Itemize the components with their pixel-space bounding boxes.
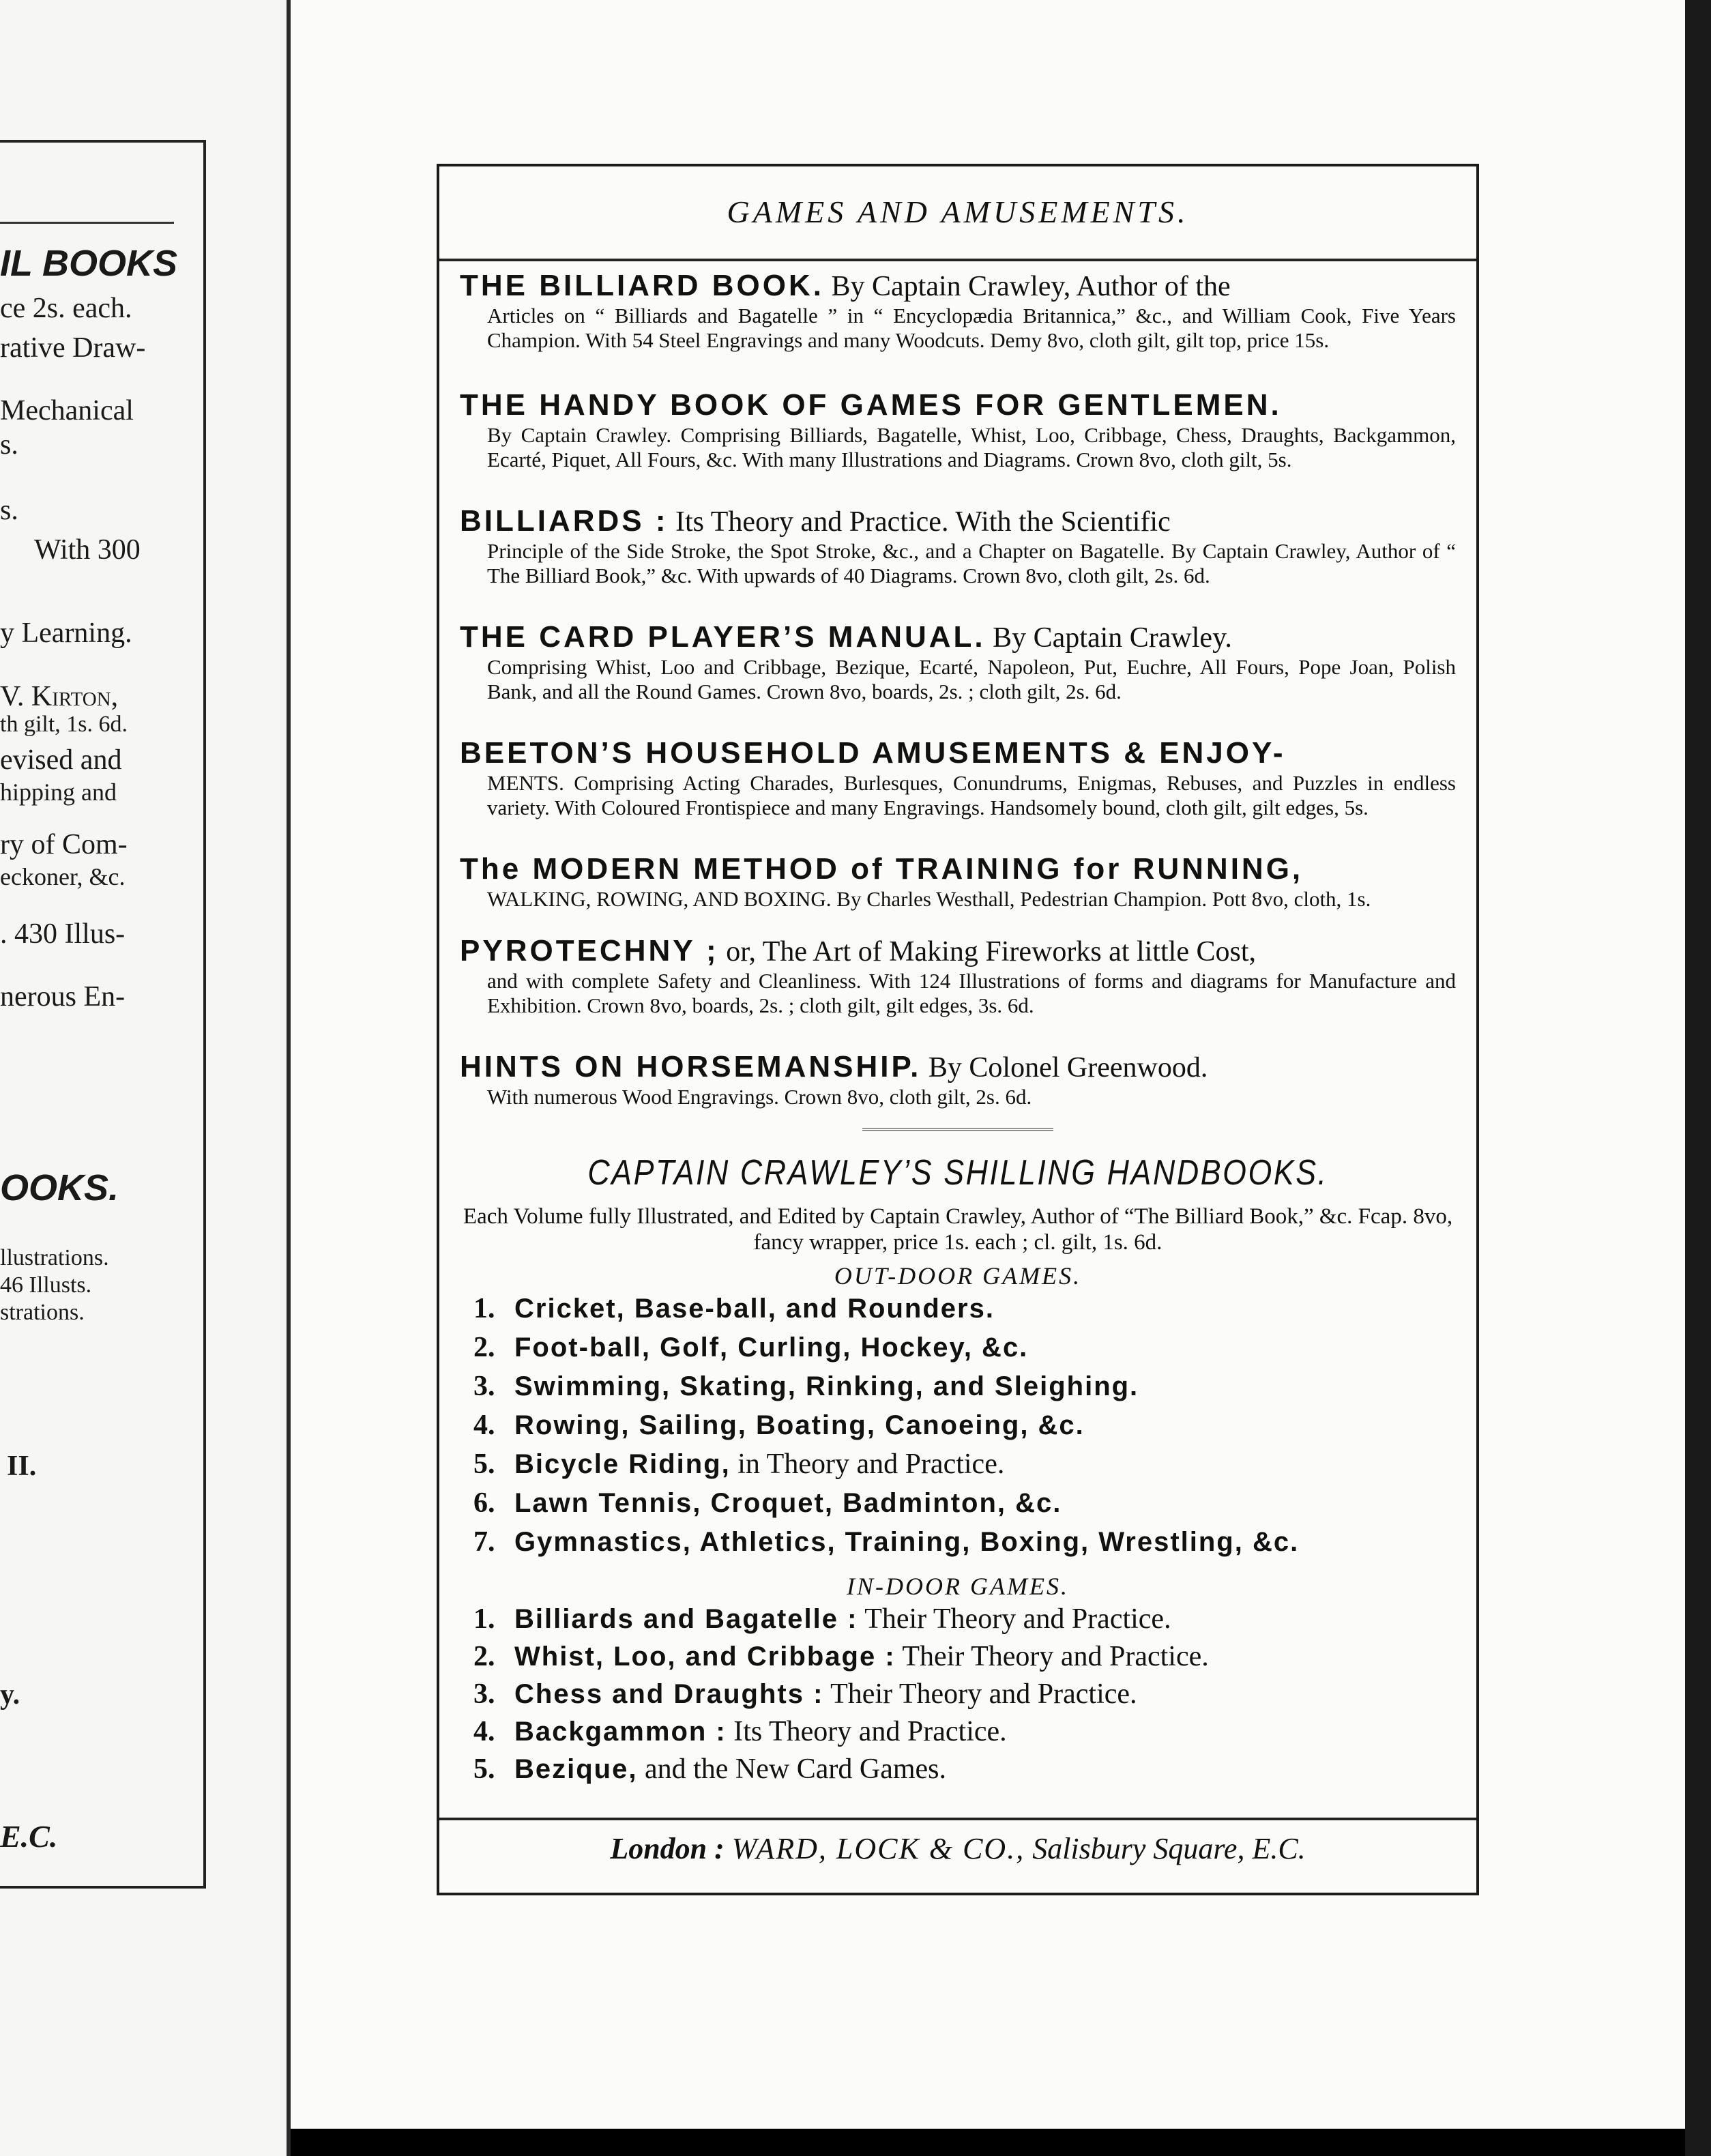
entry-title: BEETON’S HOUSEHOLD AMUSEMENTS & ENJOY- xyxy=(460,736,1286,770)
list-rest-text: and the New Card Games. xyxy=(637,1753,947,1785)
list-rest-text: Their Theory and Practice. xyxy=(895,1641,1209,1672)
list-bold-text: Chess and Draughts : xyxy=(514,1679,824,1709)
list-item xyxy=(473,1409,1085,1442)
entry-horsemanship xyxy=(460,1050,1456,1109)
left-text-line: Mechanical xyxy=(0,395,134,426)
left-text-line: y Learning. xyxy=(0,617,132,649)
outdoor-heading: OUT-DOOR GAMES. xyxy=(834,1262,1082,1290)
left-text-line: 46 Illusts. xyxy=(0,1272,92,1298)
list-number: 6. xyxy=(473,1487,495,1519)
left-text-line: With 300 xyxy=(34,534,141,566)
list-bold-text: Gymnastics, Athletics, Training, Boxing, Wrestling, &c. xyxy=(514,1527,1300,1557)
entry-title: The MODERN METHOD of TRAINING for RUNNING, xyxy=(460,852,1304,886)
list-bold-text: Cricket, Base-ball, and Rounders. xyxy=(514,1294,995,1324)
left-text-line: II. xyxy=(7,1451,37,1482)
list-item xyxy=(473,1753,946,1786)
handbooks-title: CAPTAIN CRAWLEY’S SHILLING HANDBOOKS. xyxy=(587,1153,1328,1193)
list-bold-text: Bicycle Riding, xyxy=(514,1449,731,1479)
left-text-line: OOKS. xyxy=(0,1167,119,1208)
left-text-line: y. xyxy=(0,1679,20,1710)
left-text-line: evised and xyxy=(0,744,122,776)
section-header: GAMES AND AMUSEMENTS. xyxy=(727,194,1189,229)
entry-lead: or, The Art of Making Fireworks at little Cost, xyxy=(718,936,1256,967)
advertisement-frame xyxy=(437,164,1479,1895)
list-bold-text: Backgammon : xyxy=(514,1717,727,1747)
list-item xyxy=(473,1715,1007,1748)
entry-modern-method xyxy=(460,852,1456,912)
list-rest-text: Their Theory and Practice. xyxy=(858,1603,1171,1635)
list-bold-text: Lawn Tennis, Croquet, Badminton, &c. xyxy=(514,1488,1062,1518)
left-text-line: s. xyxy=(0,495,18,526)
handbooks-intro: Each Volume fully Illustrated, and Edited by Captain Crawley, Author of “The Billiard Book,” &c. Fcap. 8vo, fancy wrapper, price 1s. each ; cl. gilt, 1s. 6d. xyxy=(463,1204,1453,1255)
left-text-line: hipping and xyxy=(0,778,117,806)
entry-lead: By Colonel Greenwood. xyxy=(921,1052,1208,1083)
ornamental-rule xyxy=(862,1128,1053,1131)
entry-lead: By Captain Crawley. xyxy=(985,622,1232,654)
entry-pyrotechny xyxy=(460,934,1456,1018)
left-text-line: nerous En- xyxy=(0,981,126,1013)
list-number: 7. xyxy=(473,1526,495,1558)
left-text-line: strations. xyxy=(0,1300,85,1325)
list-item xyxy=(473,1640,1209,1673)
header-rule xyxy=(439,259,1476,261)
entry-handy-book xyxy=(460,388,1456,472)
list-bold-text: Billiards and Bagatelle : xyxy=(514,1604,858,1634)
footer-rule xyxy=(439,1818,1476,1820)
entry-body: Principle of the Side Stroke, the Spot Stroke, &c., and a Chapter on Bagatelle. By Captain Crawley, Author of “ The Billiard Book,” &c. With upwards of 40 Diagrams. Crown 8vo, cloth gilt, 2s. 6d. xyxy=(487,539,1456,587)
entry-billiard-book xyxy=(460,269,1456,353)
entry-body: With numerous Wood Engravings. Crown 8vo, cloth gilt, 2s. 6d. xyxy=(487,1085,1032,1109)
entry-lead: Its Theory and Practice. With the Scientific xyxy=(668,506,1171,538)
entry-billiards xyxy=(460,504,1456,588)
entry-lead: By Captain Crawley, Author of the xyxy=(823,271,1231,302)
list-number: 4. xyxy=(473,1716,495,1747)
left-text-line: eckoner, &c. xyxy=(0,863,126,890)
left-text-line: E.C. xyxy=(0,1819,58,1854)
list-rest-text: Its Theory and Practice. xyxy=(726,1716,1007,1747)
entry-title: BILLIARDS : xyxy=(460,504,669,538)
entry-title: HINTS ON HORSEMANSHIP. xyxy=(460,1050,922,1083)
left-text-line: ce 2s. each. xyxy=(0,293,132,324)
list-item xyxy=(473,1370,1139,1403)
publisher-footer xyxy=(439,1831,1476,1866)
list-number: 1. xyxy=(473,1293,495,1324)
left-text-line: rative Draw- xyxy=(0,332,146,364)
list-bold-text: Foot-ball, Golf, Curling, Hockey, &c. xyxy=(514,1332,1029,1363)
footer-publisher: WARD, LOCK & CO., xyxy=(731,1832,1025,1865)
entry-title: THE BILLIARD BOOK. xyxy=(460,269,824,302)
left-page-rule xyxy=(0,222,174,224)
left-text-line: ry of Com- xyxy=(0,829,128,860)
entry-body: Articles on “ Billiards and Bagatelle ” in “ Encyclopædia Britannica,” &c., and William Cook, Five Years Champion. With 54 Steel Engravings and many Woodcuts. Demy 8vo, cloth gilt, gilt top, price 15s. xyxy=(487,304,1456,352)
left-text-line: . 430 Illus- xyxy=(0,918,126,950)
list-number: 1. xyxy=(473,1603,495,1635)
list-item xyxy=(473,1678,1137,1710)
indoor-heading: IN-DOOR GAMES. xyxy=(847,1573,1069,1600)
left-text-line: llustrations. xyxy=(0,1245,109,1270)
list-number: 2. xyxy=(473,1641,495,1672)
entry-household-amusements xyxy=(460,736,1456,820)
entry-card-player xyxy=(460,620,1456,704)
list-number: 3. xyxy=(473,1371,495,1402)
footer-address: Salisbury Square, E.C. xyxy=(1032,1832,1306,1865)
entry-body: WALKING, ROWING, AND BOXING. By Charles Westhall, Pedestrian Champion. Pott 8vo, cloth, 1s. xyxy=(487,887,1371,911)
list-number: 4. xyxy=(473,1410,495,1441)
list-bold-text: Rowing, Sailing, Boating, Canoeing, &c. xyxy=(514,1410,1085,1440)
entry-body: By Captain Crawley. Comprising Billiards, Bagatelle, Whist, Loo, Cribbage, Chess, Draughts, Backgammon, Ecarté, Piquet, All Fours, &c. With many Illustrations and Diagrams. Crown 8vo, cloth gilt, 5s. xyxy=(487,423,1456,471)
entry-title: THE CARD PLAYER’S MANUAL. xyxy=(460,620,986,654)
list-item xyxy=(473,1603,1171,1635)
list-number: 2. xyxy=(473,1332,495,1363)
left-text-line: IL BOOKS xyxy=(0,243,178,284)
entry-body: and with complete Safety and Cleanliness. With 124 Illustrations of forms and diagrams for Manufacture and Exhibition. Crown 8vo, boards, 2s. ; cloth gilt, gilt edges, 3s. 6d. xyxy=(487,969,1456,1017)
list-number: 3. xyxy=(473,1678,495,1710)
list-bold-text: Bezique, xyxy=(514,1754,638,1784)
entry-title: PYROTECHNY ; xyxy=(460,934,719,967)
list-item xyxy=(473,1292,995,1325)
footer-city: London : xyxy=(610,1832,725,1865)
left-page xyxy=(0,0,287,2156)
list-rest-text: in Theory and Practice. xyxy=(730,1448,1005,1480)
entry-body: MENTS. Comprising Acting Charades, Burlesques, Conundrums, Enigmas, Rebuses, and Puzzles in endless variety. With Coloured Frontispiece and many Engravings. Handsomely bound, cloth gilt, gilt edges, 5s. xyxy=(487,771,1456,819)
left-text-line: th gilt, 1s. 6d. xyxy=(0,712,128,737)
list-item xyxy=(473,1331,1028,1364)
list-item xyxy=(473,1448,1004,1481)
list-rest-text: Their Theory and Practice. xyxy=(823,1678,1137,1710)
list-bold-text: Whist, Loo, and Cribbage : xyxy=(514,1642,896,1672)
entry-title: THE HANDY BOOK OF GAMES FOR GENTLEMEN. xyxy=(460,388,1282,422)
left-text-line: V. Kirton, xyxy=(0,681,119,712)
entry-body: Comprising Whist, Loo and Cribbage, Bezique, Ecarté, Napoleon, Put, Euchre, All Fours, Pope Joan, Polish Bank, and all the Round Games. Crown 8vo, boards, 2s. ; cloth gilt, 2s. 6d. xyxy=(487,655,1456,703)
list-bold-text: Swimming, Skating, Rinking, and Sleighing. xyxy=(514,1371,1139,1401)
list-item xyxy=(473,1526,1299,1558)
page-edge xyxy=(1685,0,1711,2156)
list-item xyxy=(473,1487,1062,1519)
list-number: 5. xyxy=(473,1753,495,1785)
list-number: 5. xyxy=(473,1448,495,1480)
left-text-line: s. xyxy=(0,429,18,461)
